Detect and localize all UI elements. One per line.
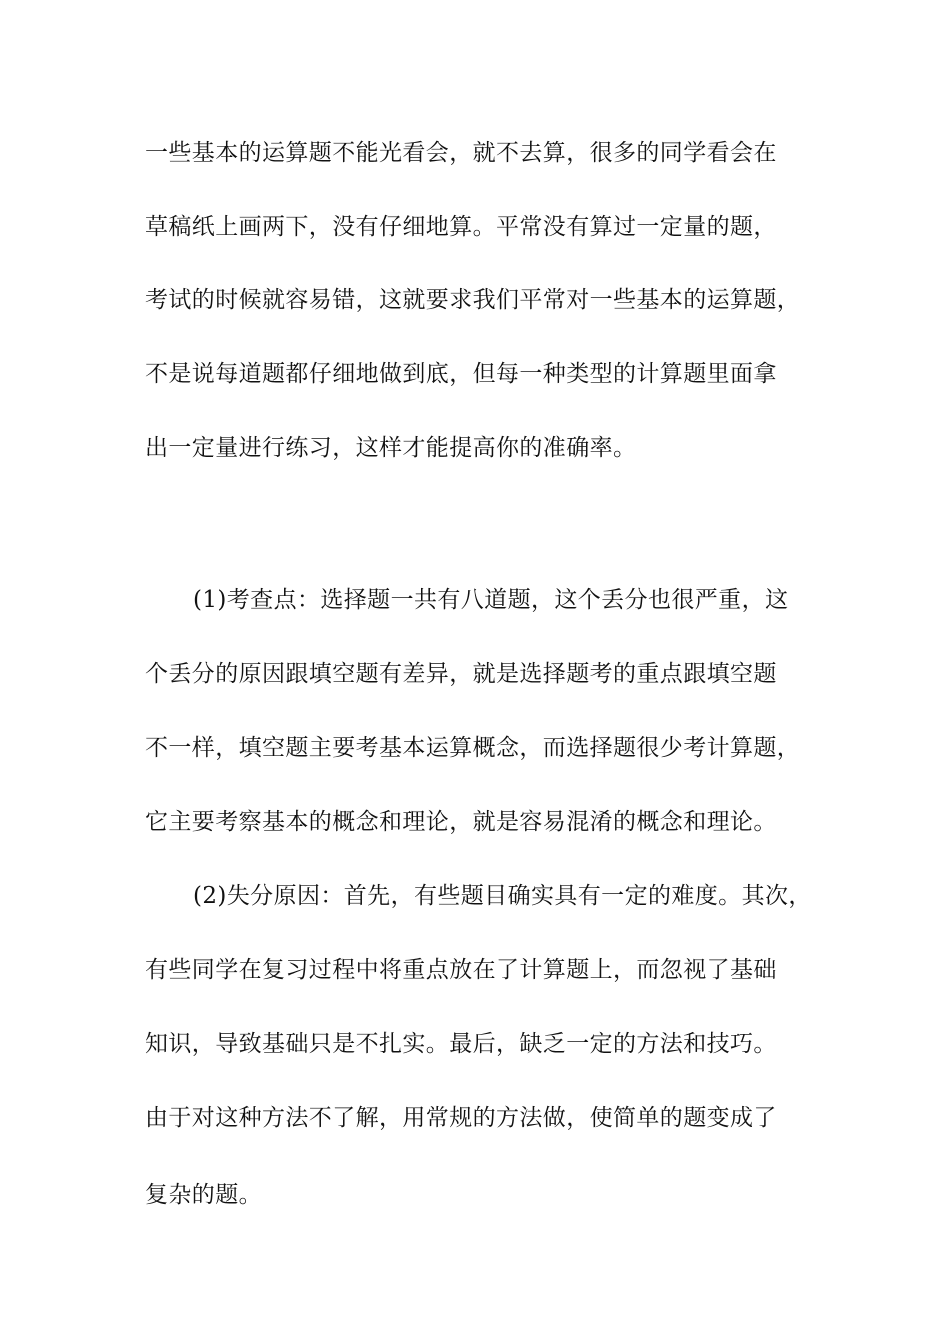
paragraph-3-line-5: 复杂的题。 [145, 1182, 262, 1208]
paragraph-1-line-5: 出一定量进行练习，这样才能提高你的准确率。 [145, 435, 637, 461]
paragraph-2-line-1: (1)考查点：选择题一共有八道题，这个丢分也很严重，这 [193, 587, 789, 613]
paragraph-3-line-2: 有些同学在复习过程中将重点放在了计算题上，而忽视了基础 [145, 957, 777, 983]
paragraph-1-line-4: 不是说每道题都仔细地做到底，但每一种类型的计算题里面拿 [145, 361, 777, 387]
paragraph-1-line-1: 一些基本的运算题不能光看会，就不去算，很多的同学看会在 [145, 140, 777, 166]
paragraph-1-line-3: 考试的时候就容易错，这就要求我们平常对一些基本的运算题， [145, 287, 801, 313]
paragraph-2-line-4: 它主要考察基本的概念和理论，就是容易混淆的概念和理论。 [145, 809, 777, 835]
paragraph-1-line-2: 草稿纸上画两下，没有仔细地算。平常没有算过一定量的题， [145, 214, 777, 240]
paragraph-2-line-3: 不一样，填空题主要考基本运算概念，而选择题很少考计算题， [145, 735, 801, 761]
paragraph-3-line-1: (2)失分原因：首先，有些题目确实具有一定的难度。其次， [193, 883, 812, 909]
paragraph-2-line-2: 个丢分的原因跟填空题有差异，就是选择题考的重点跟填空题 [145, 661, 777, 687]
paragraph-3-line-3: 知识，导致基础只是不扎实。最后，缺乏一定的方法和技巧。 [145, 1031, 777, 1057]
paragraph-3-line-4: 由于对这种方法不了解，用常规的方法做，使简单的题变成了 [145, 1105, 777, 1131]
